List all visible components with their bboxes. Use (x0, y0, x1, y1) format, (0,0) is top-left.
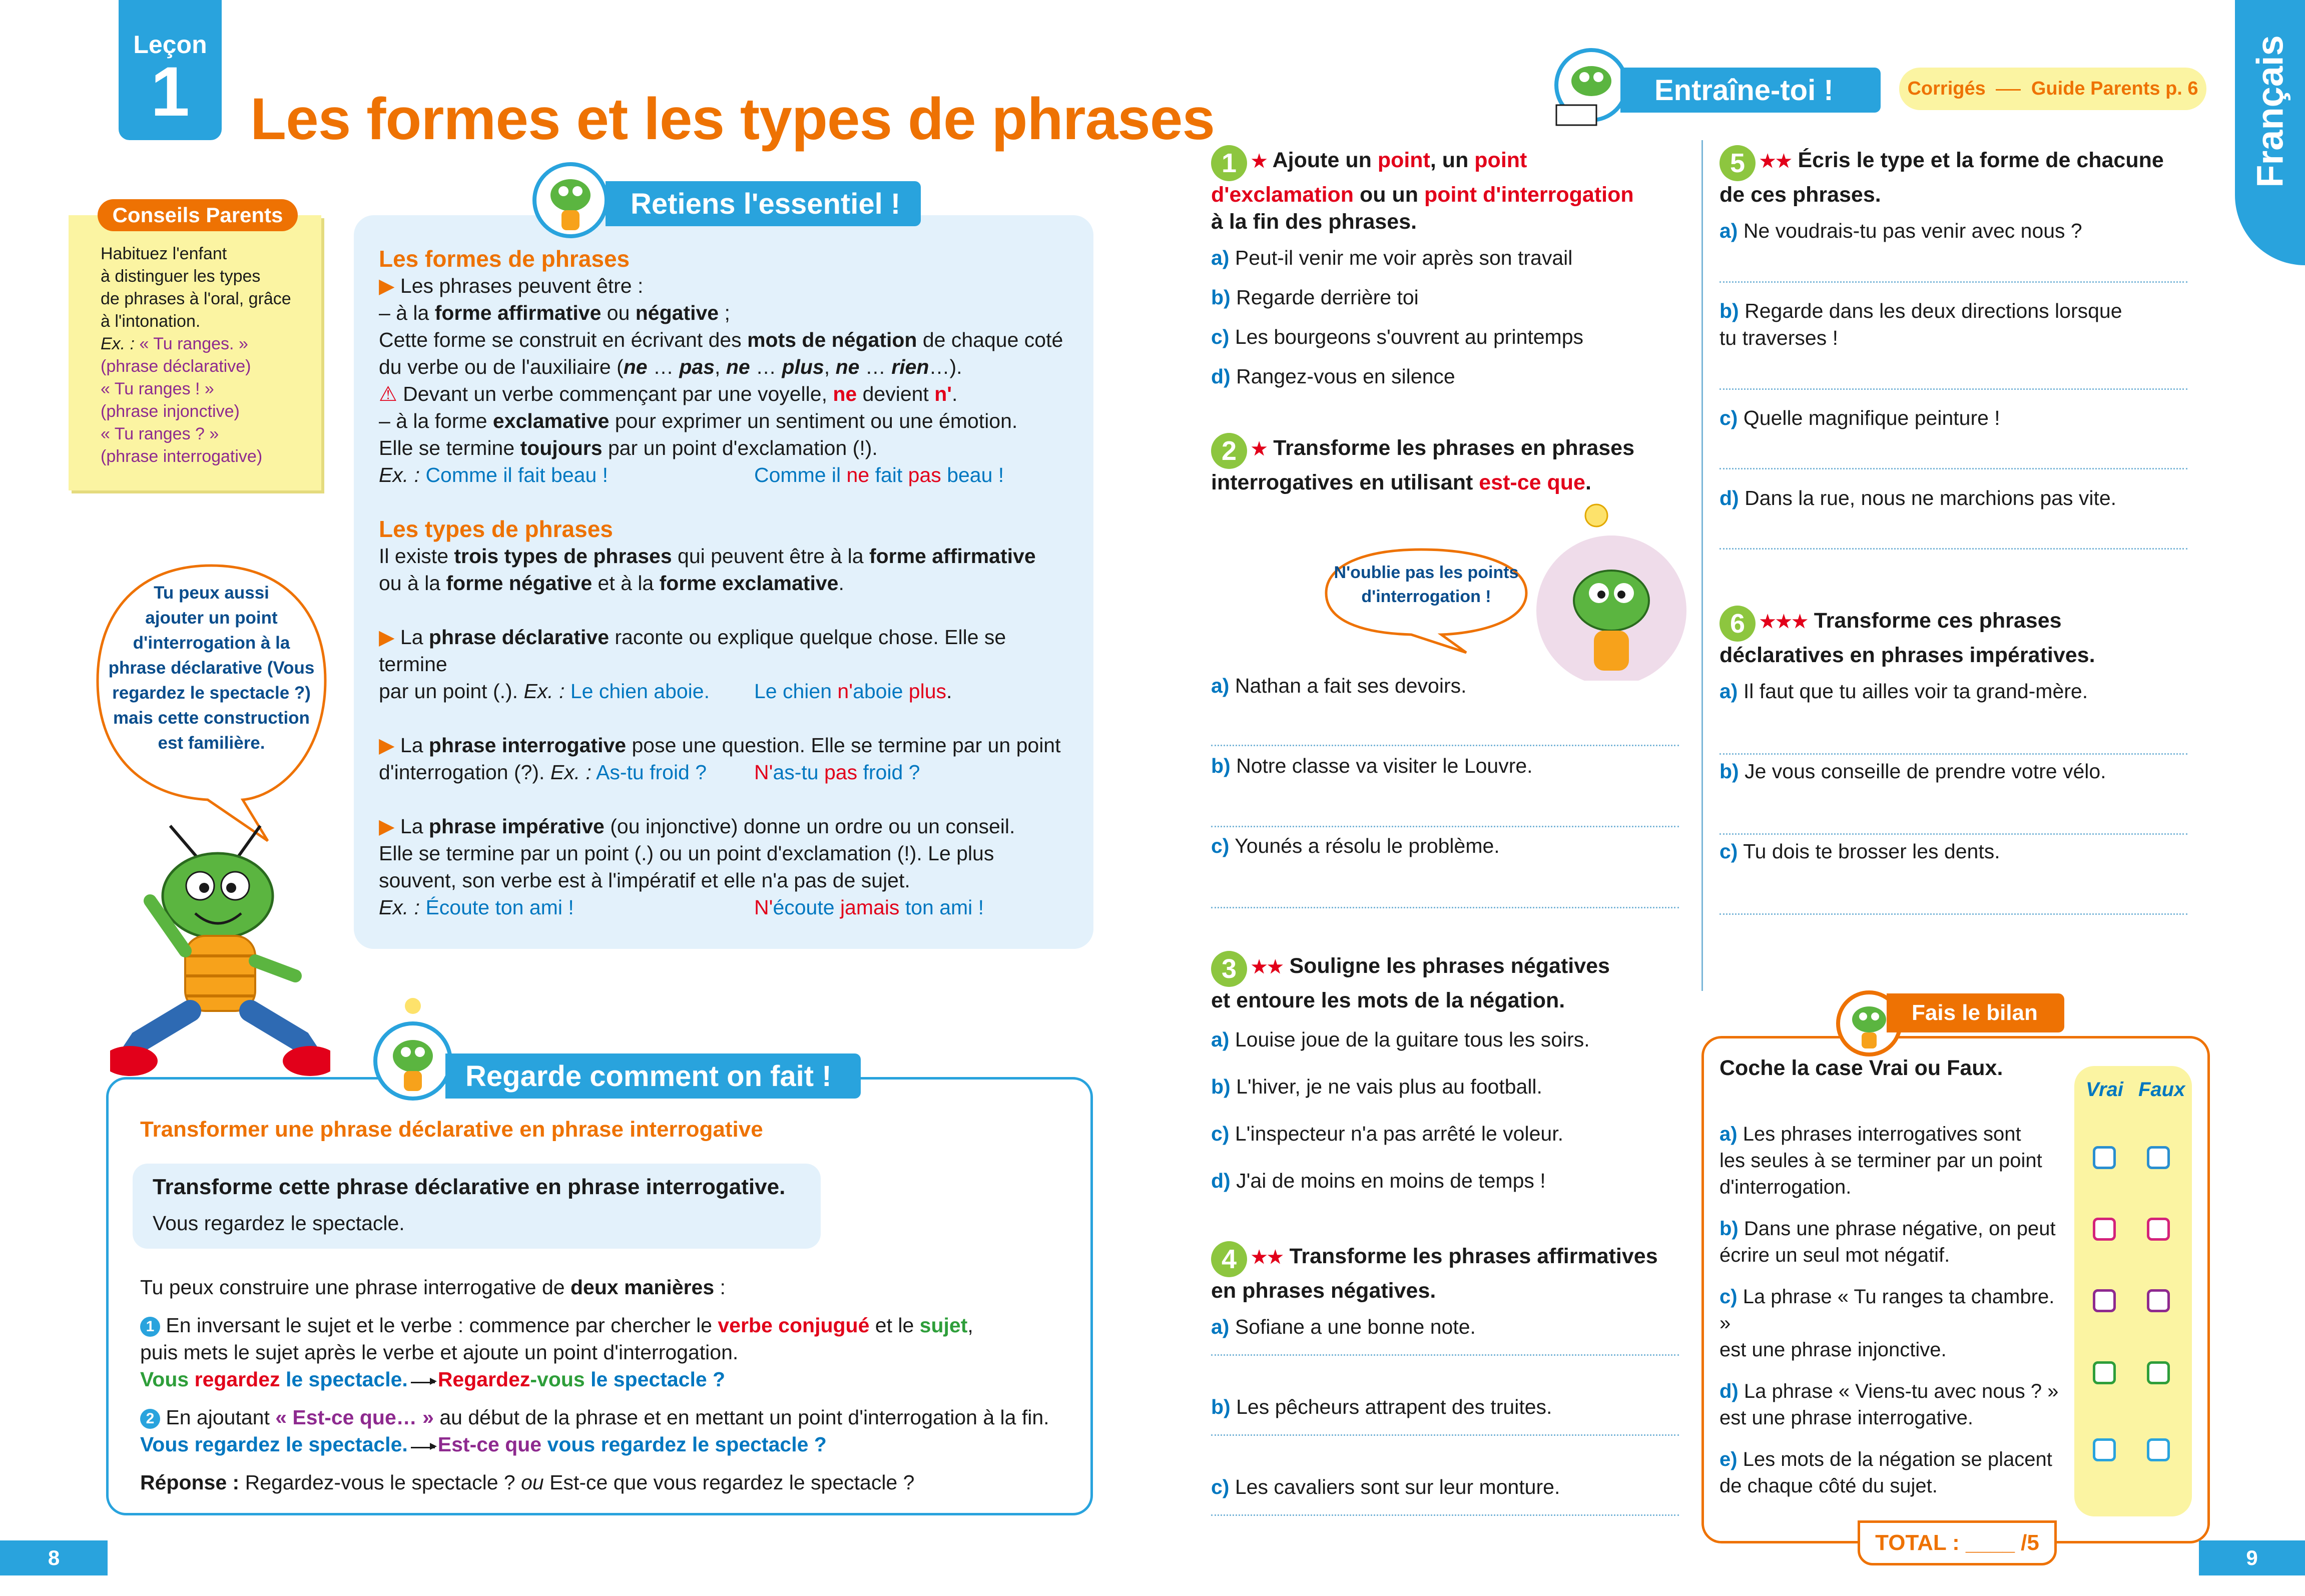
ex5-item: Quelle magnifique peinture ! (1743, 406, 2000, 429)
side-tab-francais (2235, 0, 2305, 265)
page-number-left-label: 8 (48, 1546, 60, 1569)
ex3-item: J'ai de moins en moins de temps ! (1236, 1169, 1546, 1192)
checkbox-faux-c[interactable] (2147, 1289, 2170, 1312)
item-label: c) (1211, 1475, 1230, 1498)
cricket-idea-icon (370, 996, 455, 1106)
ex1-item: Peut-il venir me voir après son travail (1235, 246, 1573, 269)
item-label: c) (1719, 406, 1738, 429)
bilan-item: Les phrases interrogatives sont (1743, 1123, 2021, 1145)
bubble-line: phrase déclarative (Vous (108, 658, 315, 678)
checkbox-vrai-b[interactable] (2093, 1218, 2116, 1241)
ex5-item: Regarde dans les deux directions lorsque (1745, 299, 2122, 322)
conseils-example: (phrase interrogative) (101, 447, 263, 466)
conseils-example: (phrase déclarative) (101, 357, 251, 376)
item-label: b) (1211, 286, 1231, 309)
bilan-banner-label: Fais le bilan (1912, 1000, 2038, 1025)
exercise-4: 4 ★★ Transforme les phrases affirmatives en phrases négatives. a) Sofiane a une bonne note. b) Les pêcheurs attrapent des truites. c) Les cavaliers sont sur leur monture. (1211, 1241, 1676, 1500)
bubble-line: d'interrogation à la (133, 633, 290, 653)
formes-title: Les formes de phrases (379, 246, 630, 272)
entraine-banner-label: Entraîne-toi ! (1654, 74, 1834, 107)
conseils-line: à distinguer les types (101, 267, 261, 286)
ex4-title: Transforme les phrases affirmatives (1289, 1244, 1658, 1268)
ex3-title: et entoure les mots de la négation. (1211, 988, 1565, 1012)
ex4-item: Sofiane a une bonne note. (1235, 1315, 1476, 1338)
bubble-line: Tu peux aussi (154, 583, 269, 603)
reponse-label: Réponse : (140, 1471, 240, 1494)
regarde-explanation: Tu peux construire une phrase interrogative de deux manières : 1 En inversant le sujet et le verbe : commence par chercher le verbe conjugué et le sujet, puis mets le sujet après le verbe et ajoute un point d'interrogation. Vous regardez le spectacle. Regardez-vous le spectacle ? 2 En ajoutant « Est-ce que… » au début de la phrase et en mettant un point d'interrogation à la fin. Vous regardez le spectacle. Est-ce que vous regardez le spectacle ? Réponse : Regardez-vous le spectacle ? ou Est-ce que vous regardez le spectacle ? (140, 1276, 1049, 1494)
types-text: Il existe trois types de phrases qui peuvent être à la forme affirmative ou à la forme négative et à la forme exclamative. ▶ La phrase déclarative raconte ou explique quelque chose. Elle se termine par un point (.). Ex. : Le chien aboie. Le chien n'aboie plus. ▶ La phrase interrogative pose une question. Elle se termine par un point d'interrogation (?). Ex. : As-tu froid ? N'as-tu pas froid ? ▶ La phrase impérative (ou injonctive) donne un ordre ou un conseil. Elle se termine par un point (.) ou un point d'exclamation (!). Le plus souvent, son verbe est à l'impératif et elle n'a pas de sujet. Ex. : Écoute ton ami ! N'écoute jamais ton ami ! (379, 545, 1061, 919)
formes-text: ▶ Les phrases peuvent être : – à la forme affirmative ou négative ; Cette forme se construit en écrivant des mots de négation de chaque coté du verbe ou de l'auxiliaire (ne … pas, ne … plus, ne … rien…). ⚠ Devant un verbe commençant par une voyelle, ne devient n'. – à la forme exclamative pour exprimer un sentiment ou une émotion. Elle se termine toujours par un point d'exclamation (!). Ex. : Comme il fait beau ! Comme il ne fait pas beau ! (379, 274, 1063, 486)
bilan-instruction: Coche la case Vrai ou Faux. (1719, 1056, 2003, 1080)
item-label: b) (1211, 754, 1231, 777)
guide-label: Guide Parents p. 6 (2031, 78, 2198, 99)
bilan-item: La phrase « Tu ranges ta chambre. » (1719, 1286, 2055, 1334)
ex5-item: tu traverses ! (1719, 326, 1838, 349)
ex4-title: en phrases négatives. (1211, 1279, 1436, 1303)
checkbox-faux-e[interactable] (2147, 1438, 2170, 1461)
ex6-item: Tu dois te brosser les dents. (1743, 840, 2000, 863)
vrai-header: Vrai (2086, 1079, 2123, 1101)
item-label: b) (1719, 1218, 1739, 1240)
column-divider (1701, 140, 1703, 991)
checkbox-faux-a[interactable] (2147, 1146, 2170, 1169)
ex6-title: Transforme ces phrases (1814, 609, 2062, 633)
ex1-item: Regarde derrière toi (1236, 286, 1419, 309)
conseils-line: à l'intonation. (101, 312, 201, 331)
bilan-item: de chaque côté du sujet. (1719, 1475, 1938, 1497)
answer-line[interactable] (1719, 281, 2187, 283)
bubble-line: ajouter un point (145, 608, 278, 628)
hint-line: N'oublie pas les points (1334, 563, 1519, 582)
answer-line[interactable] (1211, 1514, 1679, 1516)
retiens-banner (606, 181, 921, 226)
item-label: a) (1719, 1123, 1738, 1145)
answer-line[interactable] (1719, 753, 2187, 755)
ex4-item: Les cavaliers sont sur leur monture. (1235, 1475, 1560, 1498)
item-label: c) (1211, 834, 1230, 857)
ex1-item: Les bourgeons s'ouvrent au printemps (1235, 325, 1584, 348)
bilan-item: écrire un seul mot négatif. (1719, 1244, 1950, 1266)
item-label: d) (1211, 1169, 1231, 1192)
checkbox-faux-d[interactable] (2147, 1361, 2170, 1384)
answer-line[interactable] (1211, 826, 1679, 827)
regarde-banner (445, 1053, 861, 1099)
item-label: d) (1211, 365, 1231, 388)
conseils-example: « Tu ranges ? » (101, 424, 219, 443)
checkbox-faux-b[interactable] (2147, 1218, 2170, 1241)
ex3-item: L'inspecteur n'a pas arrêté le voleur. (1235, 1122, 1563, 1145)
item-label: e) (1719, 1448, 1738, 1470)
page-number-left (0, 1540, 108, 1575)
exercise-5: 5 ★★ Écris le type et la forme de chacune de ces phrases. a) Ne voudrais-tu pas venir avec nous ? b) Regarde dans les deux directions lorsque tu traverses ! c) Quelle magnifique peinture ! d) Dans la rue, nous ne marchions pas vite. (1719, 145, 2195, 511)
instruction-sentence: Vous regardez le spectacle. (153, 1212, 405, 1235)
cricket-teacher-icon (530, 160, 611, 240)
answer-line[interactable] (1211, 745, 1679, 746)
item-label: a) (1211, 1028, 1230, 1051)
item-label: d) (1719, 486, 1739, 509)
corriges-label: Corrigés (1907, 78, 1986, 99)
answer-line[interactable] (1719, 913, 2187, 915)
exercise-3: 3 ★★ Souligne les phrases négatives et entoure les mots de la négation. a) Louise joue de la guitare tous les soirs. b) L'hiver, je ne vais plus au football. c) L'inspecteur n'a pas arrêté le voleur. d) J'ai de moins en moins de temps ! (1211, 951, 1676, 1194)
conseils-line: de phrases à l'oral, grâce (101, 289, 291, 308)
conseils-example: (phrase injonctive) (101, 402, 240, 421)
bilan-item: d'interrogation. (1719, 1176, 1852, 1198)
exercise-2-items (1211, 672, 1661, 859)
item-label: c) (1211, 1122, 1230, 1145)
bubble-line: regardez le spectacle ?) (112, 683, 311, 703)
ex5-item: Dans la rue, nous ne marchions pas vite. (1745, 486, 2117, 509)
ex5-item: Ne voudrais-tu pas venir avec nous ? (1743, 219, 2082, 242)
exercise-1: 1 ★ Ajoute un point, un point d'exclamation ou un point d'interrogation à la fin des phrases. a) Peut-il venir me voir après son travail b) Regarde derrière toi c) Les bourgeons s'ouvrent au printemps d) Rangez-vous en silence (1211, 145, 1661, 390)
regarde-banner-label: Regarde comment on fait ! (465, 1060, 832, 1093)
bubble-line: est familière. (158, 733, 265, 753)
types-title: Les types de phrases (379, 516, 613, 542)
conseils-parents-title: Conseils Parents (98, 199, 298, 231)
checkbox-vrai-e[interactable] (2093, 1438, 2116, 1461)
retiens-content (379, 245, 1079, 921)
lesson-number: 1 (151, 52, 190, 131)
answer-line[interactable] (1211, 907, 1679, 908)
ex6-item: Je vous conseille de prendre votre vélo. (1745, 760, 2106, 783)
lesson-label: Leçon (133, 31, 207, 59)
corriges-badge (1899, 68, 2206, 110)
answer-line[interactable] (1719, 833, 2187, 835)
bilan-item: les seules à se terminer par un point (1719, 1150, 2042, 1172)
vrai-faux-column (2074, 1066, 2192, 1516)
item-label: b) (1211, 1075, 1231, 1098)
entraine-banner (1620, 68, 1881, 113)
page-title: Les formes et les types de phrases (250, 86, 1215, 152)
ex2-item: Nathan a fait ses devoirs. (1235, 674, 1467, 697)
bilan-item: est une phrase injonctive. (1719, 1339, 1947, 1361)
bilan-banner (1887, 993, 2064, 1032)
checkbox-vrai-c[interactable] (2093, 1289, 2116, 1312)
bilan-items (1719, 1121, 2070, 1499)
page-number-right (2199, 1540, 2305, 1575)
answer-line[interactable] (1719, 548, 2187, 550)
answer-line[interactable] (1719, 388, 2187, 390)
ex2-item: Notre classe va visiter le Louvre. (1236, 754, 1533, 777)
ex3-item: Louise joue de la guitare tous les soirs. (1235, 1028, 1590, 1051)
answer-line[interactable] (1211, 1354, 1679, 1356)
bilan-item: est une phrase interrogative. (1719, 1407, 1973, 1429)
answer-line[interactable] (1719, 468, 2187, 469)
ex6-item: Il faut que tu ailles voir ta grand-mère. (1743, 680, 2088, 703)
item-label: b) (1719, 299, 1739, 322)
checkbox-vrai-a[interactable] (2093, 1146, 2116, 1169)
conseils-example: « Tu ranges. » (139, 334, 248, 353)
page-number-right-label: 9 (2246, 1546, 2258, 1569)
item-label: c) (1211, 325, 1230, 348)
retiens-banner-label: Retiens l'essentiel ! (631, 188, 901, 220)
faux-header: Faux (2138, 1079, 2185, 1101)
cricket-mascot-illustration (110, 821, 330, 1081)
item-label: b) (1719, 760, 1739, 783)
regarde-subtitle: Transformer une phrase déclarative en phrase interrogative (140, 1117, 763, 1142)
bilan-item: Les mots de la négation se placent (1743, 1448, 2052, 1470)
ex5-title: de ces phrases. (1719, 183, 1881, 207)
ex1-item: Rangez-vous en silence (1236, 365, 1455, 388)
ex3-item: L'hiver, je ne vais plus au football. (1236, 1075, 1542, 1098)
speech-bubble-text (108, 581, 315, 756)
conseils-parents-note (69, 215, 321, 490)
total-label: TOTAL : ____ /5 (1875, 1530, 2039, 1555)
item-label: c) (1719, 1286, 1738, 1308)
ex5-title: Écris le type et la forme de chacune (1798, 148, 2164, 172)
answer-line[interactable] (1211, 1434, 1679, 1436)
bilan-item: La phrase « Viens-tu avec nous ? » (1744, 1380, 2059, 1402)
item-label: a) (1211, 1315, 1230, 1338)
hint-line: d'interrogation ! (1361, 587, 1491, 606)
ex3-title: Souligne les phrases négatives (1289, 954, 1610, 978)
item-label: b) (1211, 1395, 1231, 1418)
instruction-text: Transforme cette phrase déclarative en phrase interrogative. (153, 1175, 786, 1199)
conseils-example: « Tu ranges ! » (101, 379, 214, 398)
ex2-item: Younés a résolu le problème. (1235, 834, 1500, 857)
item-label: a) (1719, 219, 1738, 242)
conseils-ex-label: Ex. : (101, 334, 135, 353)
item-label: a) (1211, 246, 1230, 269)
bubble-line: mais cette construction (113, 708, 310, 728)
instruction-card (133, 1164, 821, 1249)
side-tab-label: Français (2249, 35, 2291, 188)
cricket-thinking-illustration (1531, 495, 1686, 681)
total-score (1858, 1520, 2057, 1565)
item-label: c) (1719, 840, 1738, 863)
hint-bubble-text (1326, 561, 1526, 609)
exercise-2-title: 2 ★ Transforme les phrases en phrases interrogatives en utilisant est-ce que. (1211, 433, 1634, 496)
item-label: d) (1719, 1380, 1739, 1402)
checkbox-vrai-d[interactable] (2093, 1361, 2116, 1384)
exercise-6: 6 ★★★ Transforme ces phrases déclaratives en phrases impératives. a) Il faut que tu ailles voir ta grand-mère. b) Je vous conseille de prendre votre vélo. c) Tu dois te brosser les dents. (1719, 606, 2195, 865)
item-label: a) (1211, 674, 1230, 697)
item-label: a) (1719, 680, 1738, 703)
conseils-line: Habituez l'enfant (101, 244, 227, 263)
bilan-item: Dans une phrase négative, on peut (1744, 1218, 2056, 1240)
ex4-item: Les pêcheurs attrapent des truites. (1236, 1395, 1552, 1418)
ex6-title: déclaratives en phrases impératives. (1719, 643, 2095, 667)
lesson-tab (119, 0, 222, 140)
